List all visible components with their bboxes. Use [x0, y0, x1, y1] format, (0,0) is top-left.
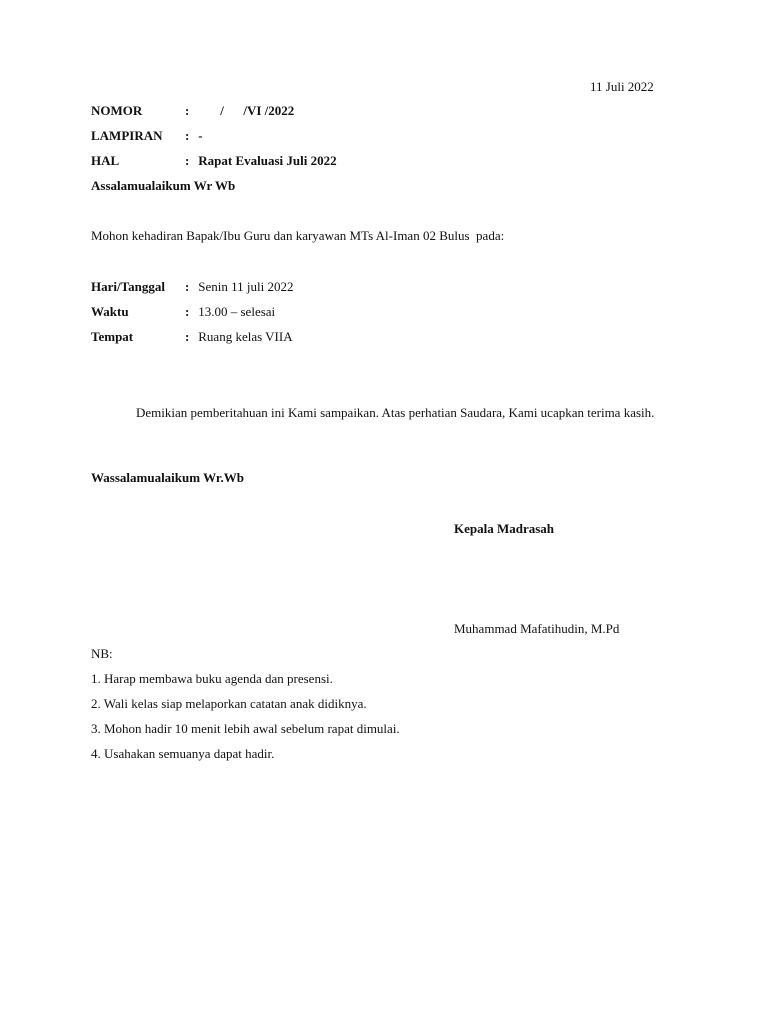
detail-colon: : — [185, 329, 190, 344]
detail-value: 13.00 – selesai — [198, 304, 276, 319]
nomor-value: / /VI /2022 — [220, 103, 295, 118]
intro-text: Mohon kehadiran Bapak/Ibu Guru dan karyawan MTs Al-Iman 02 Bulus pada: — [91, 228, 505, 243]
note-item: 2. Wali kelas siap melaporkan catatan anak didiknya. — [91, 696, 367, 711]
hal-value: Rapat Evaluasi Juli 2022 — [198, 153, 337, 168]
closing-paragraph-text: Demikian pemberitahuan ini Kami sampaikan. Atas perhatian Saudara, Kami ucapkan terima kasih. — [136, 405, 655, 420]
detail-colon: : — [185, 304, 190, 319]
hal-row — [91, 153, 337, 169]
note-item: 1. Harap membawa buku agenda dan presensi. — [91, 671, 333, 686]
nomor-row — [91, 103, 294, 119]
closing-paragraph — [91, 404, 671, 421]
detail-label: Tempat — [91, 329, 134, 344]
note-item: 4. Usahakan semuanya dapat hadir. — [91, 746, 275, 761]
detail-colon: : — [185, 279, 190, 294]
lampiran-row — [91, 128, 203, 144]
detail-row-place — [91, 329, 293, 345]
detail-row-date — [91, 279, 293, 295]
notes-heading: NB: — [91, 646, 113, 661]
nomor-label: NOMOR — [91, 103, 143, 118]
lampiran-label: LAMPIRAN — [91, 128, 163, 143]
detail-label: Waktu — [91, 304, 129, 319]
hal-label: HAL — [91, 153, 120, 168]
signature-title: Kepala Madrasah — [454, 521, 555, 536]
detail-value: Ruang kelas VIIA — [198, 329, 293, 344]
hal-colon: : — [185, 153, 190, 168]
detail-label: Hari/Tanggal — [91, 279, 165, 294]
greeting: Assalamualaikum Wr Wb — [91, 178, 236, 193]
note-item: 3. Mohon hadir 10 menit lebih awal sebelum rapat dimulai. — [91, 721, 400, 736]
lampiran-colon: : — [185, 128, 190, 143]
letter-date: 11 Juli 2022 — [590, 79, 654, 94]
lampiran-value: - — [198, 128, 203, 143]
detail-row-time — [91, 304, 275, 320]
detail-value: Senin 11 juli 2022 — [198, 279, 294, 294]
nomor-colon: : — [185, 103, 190, 118]
closing-greeting: Wassalamualaikum Wr.Wb — [91, 470, 244, 485]
signature-name: Muhammad Mafatihudin, M.Pd — [454, 621, 620, 636]
